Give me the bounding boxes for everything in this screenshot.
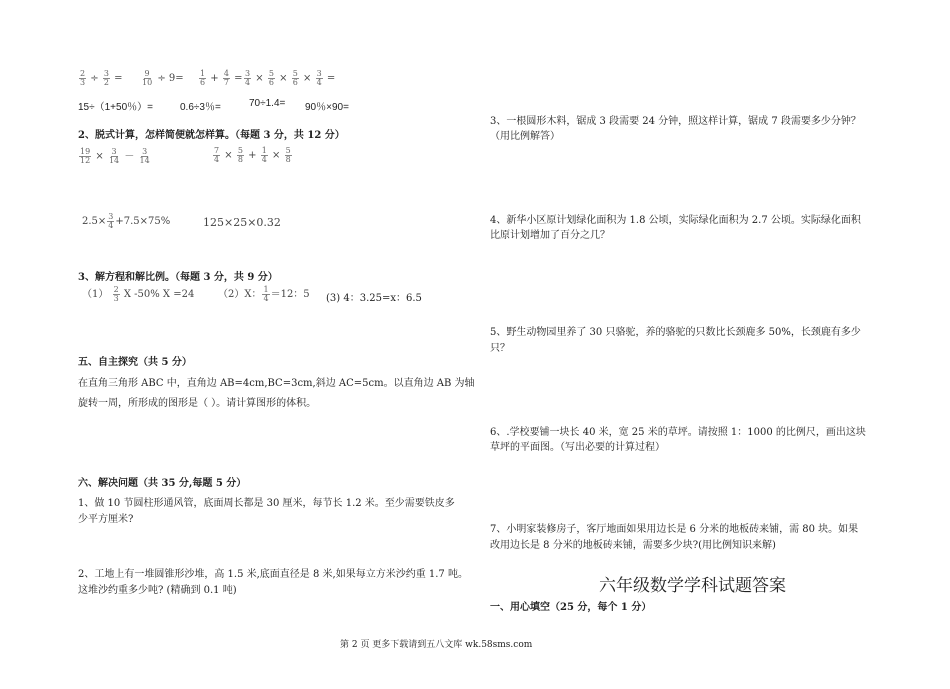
fraction: $\frac{1}{4}$ <box>261 146 267 164</box>
answer-title: 六年级数学学科试题答案 <box>599 576 786 596</box>
fraction: $\frac{1}{6}$ <box>200 69 206 87</box>
problem-6-line-1: 6、.学校要铺一块长 40 米，宽 25 米的草坪。请按照 1：1000 的比例尺，画出这块 <box>490 427 866 438</box>
problem-2-line-2: 这堆沙约重多少吨? (精确到 0.1 吨) <box>78 585 237 596</box>
problem-4-line-2: 比原计划增加了百分之几？ <box>490 230 610 241</box>
fraction: $\frac{3}{4}$ <box>316 69 322 87</box>
oral-calc-5: 15÷（1+50％）= <box>78 102 153 113</box>
fraction: $\frac{3}{14}$ <box>108 147 120 165</box>
oral-calc-8: 90％×90= <box>305 102 349 113</box>
calc-expr-1: $\frac{19}{12}$ × $\frac{3}{14}$ － $\frac{3}{14}$ <box>80 147 150 165</box>
fraction: $\frac{3}{4}$ <box>245 69 251 87</box>
oral-calc-2: $\frac{9}{10}$ ÷ 9= <box>142 69 184 87</box>
fraction: $\frac{5}{6}$ <box>292 69 298 87</box>
equation-3: (3) 4：3.25=x：6.5 <box>326 293 422 304</box>
problem-2-line-1: 2、工地上有一堆圆锥形沙堆，高 1.5 米,底面直径是 8 米,如果每立方米沙约重 1.7 吨。 <box>78 569 468 580</box>
fraction: $\frac{9}{10}$ <box>142 69 153 87</box>
answer-section-1-title: 一、用心填空（25 分，每个 1 分） <box>490 602 652 613</box>
oral-calc-6: 0.6÷3％= <box>180 102 221 113</box>
calc-expr-2: $\frac{7}{4}$ × $\frac{5}{8}$ + $\frac{1}{4}$ × $\frac{5}{8}$ <box>214 146 291 164</box>
fraction: $\frac{19}{12}$ <box>80 147 91 165</box>
explore-text-line-1: 在直角三角形 ABC 中，直角边 AB=4cm,BC=3cm,斜边 AC=5cm。以直角边 AB 为轴 <box>78 378 475 389</box>
explore-text-line-2: 旋转一周，所形成的图形是（ ）。请计算图形的体积。 <box>78 398 317 409</box>
fraction: $\frac{5}{8}$ <box>285 146 291 164</box>
page-footer: 第 2 页 更多下载请到五八文库 wk.58sms.com <box>340 640 533 650</box>
fraction: $\frac{1}{4}$ <box>263 285 269 303</box>
problem-3-line-1: 3、一根圆形木料，锯成 3 段需要 24 分钟，照这样计算，锯成 7 段需要多少分钟？ <box>490 116 861 127</box>
oral-calc-7: 70÷1.4= <box>249 98 286 109</box>
fraction: $\frac{5}{8}$ <box>237 146 243 164</box>
problem-4-line-1: 4、新华小区原计划绿化面积为 1.8 公顷，实际绿化面积为 2.7 公顷。实际绿化面积 <box>490 215 861 226</box>
problem-3-line-2: （用比例解答） <box>490 131 560 142</box>
section-title-equation: 3、解方程和解比例。（每题 3 分，共 9 分） <box>78 272 278 283</box>
problem-1-line-2: 少平方厘米? <box>78 514 134 525</box>
equation-1: （1） $\frac{2}{3}$ X -50% X =24 <box>82 285 195 303</box>
fraction: $\frac{7}{4}$ <box>214 146 220 164</box>
problem-7-line-1: 7、小明家装修房子，客厅地面如果用边长是 6 分米的地板砖来铺，需 80 块。如果 <box>490 524 859 535</box>
problem-1-line-1: 1、做 10 节圆柱形通风管，底面周长都是 30 厘米，每节长 1.2 米。至少需要铁皮多 <box>78 498 455 509</box>
fraction: $\frac{3}{4}$ <box>108 212 114 230</box>
problem-7-line-2: 改用边长是 8 分米的地板砖来铺，需要多少块?(用比例知识来解) <box>490 540 776 551</box>
oral-calc-4: $\frac{3}{4}$ × $\frac{5}{6}$ × $\frac{5}{6}$ × $\frac{3}{4}$ = <box>245 69 336 87</box>
section-title-explore: 五、自主探究（共 5 分） <box>78 357 192 368</box>
calc-expr-4: 125×25×0.32 <box>203 216 281 229</box>
oral-calc-1: $\frac{2}{3}$ ÷ $\frac{3}{2}$ = <box>80 69 123 87</box>
fraction: $\frac{3}{14}$ <box>139 147 150 165</box>
fraction: $\frac{3}{2}$ <box>103 69 109 87</box>
fraction: $\frac{2}{3}$ <box>113 285 119 303</box>
problem-5-line-1: 5、野生动物园里养了 30 只骆驼，养的骆驼的只数比长颈鹿多 50%，长颈鹿有多少 <box>490 327 861 338</box>
problem-5-line-2: 只？ <box>490 343 510 354</box>
fraction: $\frac{4}{7}$ <box>223 69 229 87</box>
section-title-calc: 2、脱式计算，怎样简便就怎样算。（每题 3 分，共 12 分） <box>78 130 345 141</box>
problem-6-line-2: 草坪的平面图。（写出必要的计算过程） <box>490 442 665 453</box>
fraction: $\frac{5}{6}$ <box>268 69 274 87</box>
oral-calc-3: $\frac{1}{6}$ + $\frac{4}{7}$ = <box>200 69 243 87</box>
equation-2: （2）X： $\frac{1}{4}$ ＝12：5 <box>218 285 310 303</box>
fraction: $\frac{2}{3}$ <box>80 69 86 87</box>
section-title-problems: 六、解决问题（共 35 分,每题 5 分） <box>78 478 247 489</box>
calc-expr-3: 2.5× $\frac{3}{4}$ +7.5×75% <box>82 212 171 230</box>
